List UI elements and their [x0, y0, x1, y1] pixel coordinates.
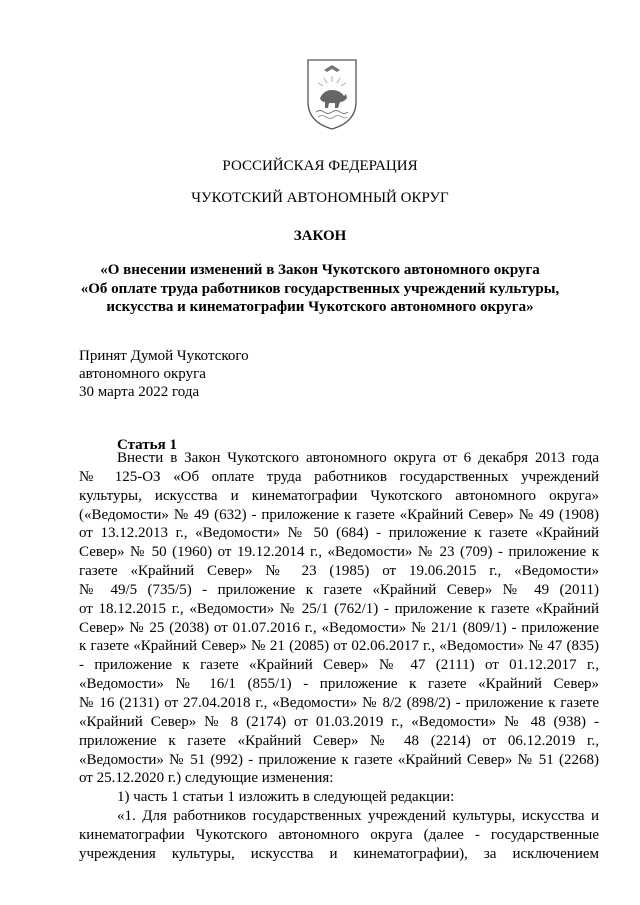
article-text-line: № 125-ОЗ «Об оплате труда работников государственных учреждений	[79, 468, 599, 485]
article-body	[79, 449, 599, 864]
adoption-line: Принят Думой Чукотского	[79, 348, 249, 364]
region-heading: ЧУКОТСКИЙ АВТОНОМНЫЙ ОКРУГ	[191, 190, 449, 206]
law-title-line: «Об оплате труда работников государственных учреждений культуры,	[80, 280, 560, 297]
article-text-line: Внести в Закон Чукотского автономного округа от 6 декабря 2013 года	[117, 450, 599, 466]
document-type-heading: ЗАКОН	[293, 228, 347, 244]
article-text-line: «Крайний Север» № 8 (2174) от 01.03.2019 г., «Ведомости» № 48 (938) -	[79, 713, 599, 730]
adoption-note	[79, 347, 249, 401]
article-text-line: - приложение к газете «Крайний Север» № 47 (2111) от 01.12.2017 г.,	[79, 657, 599, 674]
adoption-line: автономного округа	[79, 366, 206, 382]
article-text-line: газете «Крайний Север» № 23 (1985) от 19.06.2015 г., «Ведомости»	[79, 563, 599, 580]
article-text-line: культуры, искусства и кинематографии Чукотского автономного округа»	[79, 487, 599, 504]
article-text-line: учреждения культуры, искусства и кинематографии), за исключением	[79, 845, 599, 862]
article-text-line: от 18.12.2015 г., «Ведомости» № 25/1 (762/1) - приложение к газете «Крайний	[79, 600, 599, 617]
article-text-line: 1) часть 1 статьи 1 изложить в следующей редакции:	[117, 789, 455, 806]
article-text-line: к газете «Крайний Север» № 21 (2085) от 02.06.2017 г., «Ведомости» № 47 (835)	[79, 638, 599, 655]
country-heading: РОССИЙСКАЯ ФЕДЕРАЦИЯ	[222, 158, 418, 174]
article-text-line: приложение к газете «Крайний Север» № 48 (2214) от 06.12.2019 г.,	[79, 732, 599, 749]
adoption-date: 30 марта 2022 года	[79, 384, 200, 400]
law-title-line: искусства и кинематографии Чукотского автономного округа»	[106, 299, 534, 315]
article-heading: Статья 1	[117, 437, 177, 453]
article-text-line: от 25.12.2020 г.) следующие изменения:	[79, 770, 334, 787]
law-title	[0, 261, 640, 317]
article-text-line: от 13.12.2013 г., «Ведомости» № 50 (684) - приложение к газете «Крайний	[79, 525, 599, 542]
law-title-line: «О внесении изменений в Закон Чукотского автономного округа	[100, 262, 540, 278]
article-text-line: «Ведомости» № 16/1 (855/1) - приложение к газете «Крайний Север»	[79, 676, 599, 693]
article-text-line: Север» № 25 (2038) от 01.07.2016 г., «Ведомости» № 21/1 (809/1) - приложение	[79, 619, 599, 636]
article-text-line: № 16 (2131) от 27.04.2018 г., «Ведомости» № 8/2 (898/2) - приложение к газете	[79, 694, 599, 711]
article-text-line: «Ведомости» № 51 (992) - приложение к газете «Крайний Север» № 51 (2268)	[79, 751, 599, 768]
article-text-line: № 49/5 (735/5) - приложение к газете «Крайний Север» № 49 (2011)	[79, 581, 599, 598]
article-text-line: «1. Для работников государственных учреждений культуры, искусства и	[117, 808, 599, 825]
coat-of-arms-emblem	[302, 56, 362, 132]
article-text-line: кинематографии Чукотского автономного округа (далее - государственные	[79, 826, 599, 843]
article-text-line: («Ведомости» № 49 (632) - приложение к газете «Крайний Север» № 49 (1908)	[79, 506, 599, 523]
article-text-line: Север» № 50 (1960) от 19.12.2014 г., «Ведомости» № 23 (709) - приложение к	[79, 544, 599, 561]
